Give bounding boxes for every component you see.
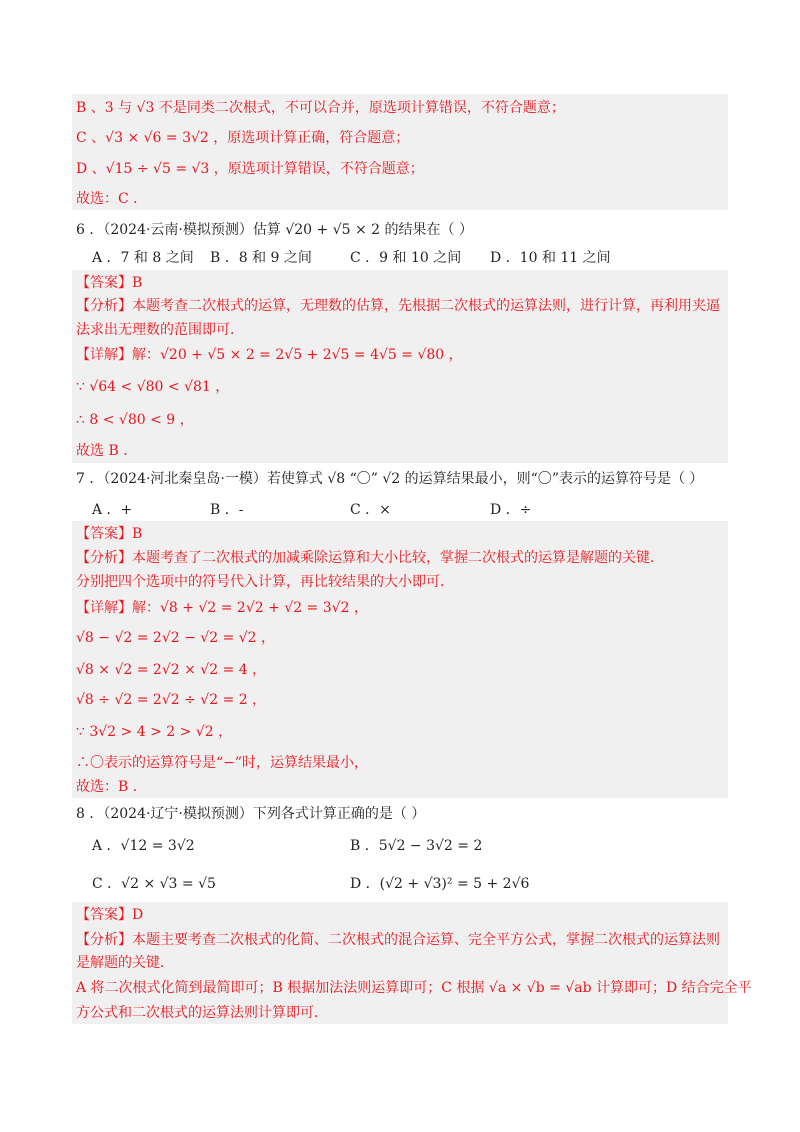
q7-stem: 7 ．（2024·河北秦皇岛·一模）若使算式 √8 “〇” √2 的运算结果最小，则“〇”表示的运算符号是（ ） — [76, 471, 704, 487]
q7-step-4: ∵ 3√2 > 4 > 2 > √2 ， — [76, 724, 233, 740]
q6-option-d: D ．10 和 11 之间 — [490, 250, 611, 266]
q8-option-c: C ．√2 × √3 = √5 — [92, 876, 216, 892]
q6-option-b: B ．8 和 9 之间 — [210, 250, 312, 266]
q7-conclusion: 故选：B ． — [76, 779, 147, 795]
q6-step-2: ∴ 8 < √80 < 9 ， — [76, 412, 194, 428]
q7-analysis-2: 分别把四个选项中的符号代入计算，再比较结果的大小即可． — [76, 574, 454, 590]
q7-step-1: √8 − √2 = 2√2 − √2 = √2 ， — [76, 630, 276, 646]
q7-answer: 【答案】B — [76, 526, 143, 542]
q5-conclusion: 故选：C ． — [76, 191, 148, 207]
q7-step-3: √8 ÷ √2 = 2√2 ÷ √2 = 2 ， — [76, 692, 267, 708]
q5-line-c: C 、√3 × √6 = 3√2 ，原选项计算正确，符合题意； — [76, 130, 410, 146]
q8-analysis-3: A 将二次根式化简到最简即可；B 根据加法法则运算即可；C 根据 √a × √b = √ab 计算即可；D 结合完全平 — [76, 980, 752, 996]
q8-option-b: B ．5√2 − 3√2 = 2 — [350, 838, 483, 854]
q7-step-2: √8 × √2 = 2√2 × √2 = 4 ， — [76, 662, 267, 678]
q7-option-b: B ．- — [210, 502, 244, 518]
q7-option-c: C ．× — [350, 502, 391, 518]
q8-option-a: A ．√12 = 3√2 — [92, 838, 195, 854]
q8-analysis-2: 是解题的关键． — [76, 955, 174, 971]
q7-analysis-1: 【分析】本题考查了二次根式的加减乘除运算和大小比较，掌握二次根式的运算是解题的关键． — [76, 550, 664, 566]
q6-step-1: ∵ √64 < √80 < √81 ， — [76, 379, 230, 395]
q6-option-c: C ．9 和 10 之间 — [350, 250, 462, 266]
q5-line-b: B 、3 与 √3 不是同类二次根式，不可以合并，原选项计算错误，不符合题意； — [76, 100, 565, 116]
q8-answer: 【答案】D — [76, 907, 144, 923]
q6-conclusion: 故选 B ． — [76, 443, 138, 459]
q6-answer: 【答案】B — [76, 275, 143, 291]
q8-analysis-1: 【分析】本题主要考查二次根式的化简、二次根式的混合运算、完全平方公式，掌握二次根式的运算法则 — [76, 932, 720, 948]
q7-option-d: D ．÷ — [490, 502, 532, 518]
q6-stem: 6 ．（2024·云南·模拟预测）估算 √20 + √5 × 2 的结果在（ ） — [76, 222, 473, 238]
q7-step-5: ∴〇表示的运算符号是“−”时，运算结果最小， — [76, 755, 369, 771]
q8-option-d: D ．(√2 + √3)² = 5 + 2√6 — [350, 876, 530, 892]
q6-option-a: A ．7 和 8 之间 — [92, 250, 194, 266]
q6-analysis-2: 法求出无理数的范围即可． — [76, 322, 244, 338]
q8-analysis-4: 方公式和二次根式的运算法则计算即可． — [76, 1005, 328, 1021]
q5-line-d: D 、√15 ÷ √5 = √3 ，原选项计算错误，不符合题意； — [76, 161, 424, 177]
q7-detail: 【详解】解：√8 + √2 = 2√2 + √2 = 3√2 ， — [76, 600, 368, 616]
q6-detail: 【详解】解：√20 + √5 × 2 = 2√5 + 2√5 = 4√5 = √80 ， — [76, 347, 463, 363]
q8-stem: 8 ．（2024·辽宁·模拟预测）下列各式计算正确的是（ ） — [76, 806, 426, 822]
q7-option-a: A ．+ — [92, 502, 133, 518]
q6-analysis-1: 【分析】本题考查二次根式的运算，无理数的估算，先根据二次根式的运算法则，进行计算，再利用夹逼 — [76, 298, 720, 314]
